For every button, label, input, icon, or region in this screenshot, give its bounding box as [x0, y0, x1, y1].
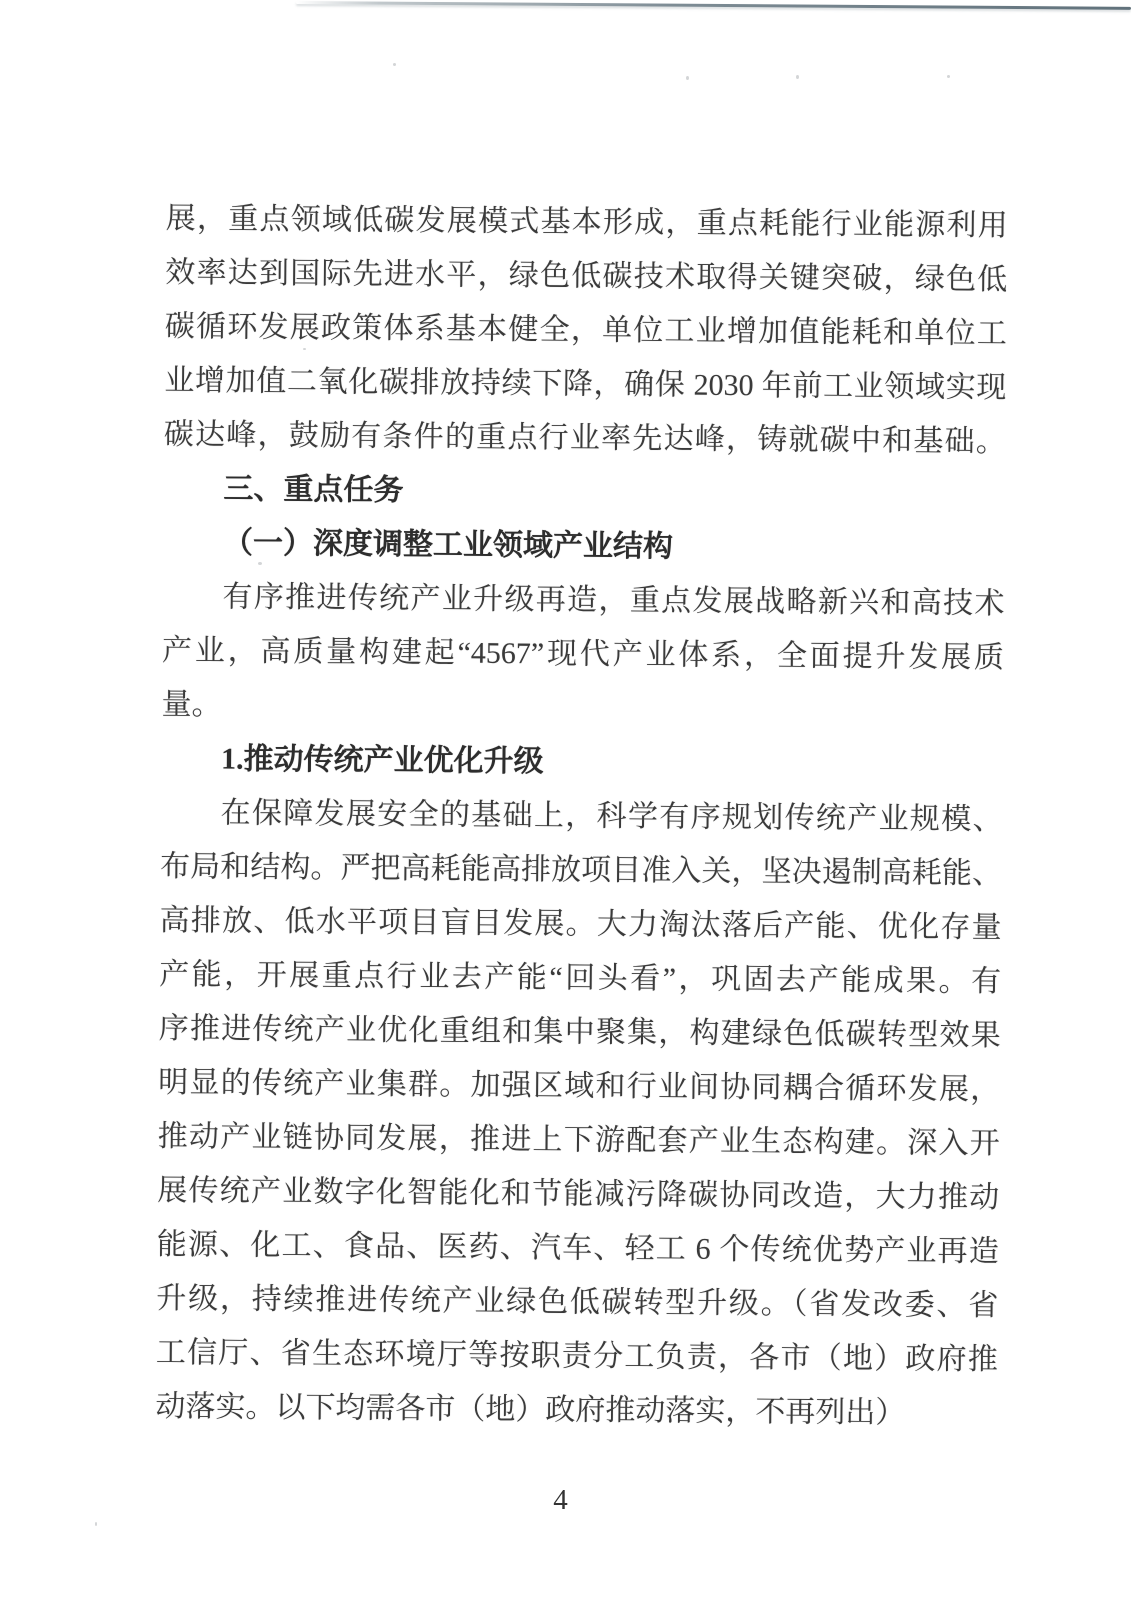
text-line: 碳循环发展政策体系基本健全，单位工业增加值能耗和单位工 [164, 309, 1007, 351]
text-line: 业增加值二氧化碳排放持续下降，确保 2030 年前工业领域实现 [164, 363, 1007, 405]
section-heading: 三、重点任务 [223, 472, 404, 508]
text-line: 在保障发展安全的基础上，科学有序规划传统产业规模、 [220, 796, 1003, 837]
text-line: 序推进传统产业优化重组和集中聚集，构建绿色低碳转型效果 [158, 1011, 1001, 1053]
text-line: 量。 [161, 687, 222, 722]
text-line: 动落实。以下均需各市（地）政府推动落实，不再列出） [155, 1389, 906, 1430]
page-number: 4 [553, 1484, 568, 1516]
text-line: 能源、化工、食品、医药、汽车、轻工 6 个传统优势产业再造 [156, 1227, 999, 1269]
text-line: 推动产业链协同发展，推进上下游配套产业生态构建。深入开 [157, 1119, 1000, 1161]
text-line: 效率达到国际先进水平，绿色低碳技术取得关键突破，绿色低 [165, 255, 1008, 297]
scan-speck [796, 75, 799, 79]
document-text [155, 192, 1008, 1441]
text-line: 碳达峰，鼓励有条件的重点行业率先达峰，铸就碳中和基础。 [163, 417, 1006, 459]
scan-edge-artifact [296, 1, 1131, 10]
text-line: 高排放、低水平项目盲目发展。大力淘汰落后产能、优化存量 [159, 903, 1002, 945]
scan-speck [947, 75, 950, 78]
scan-speck [95, 1522, 97, 1526]
text-line: 有序推进传统产业升级再造，重点发展战略新兴和高技术 [222, 580, 1005, 621]
text-line: 明显的传统产业集群。加强区域和行业间协同耦合循环发展， [158, 1065, 1001, 1107]
subsection-heading: （一）深度调整工业领域产业结构 [222, 526, 674, 564]
numbered-heading: 1.推动传统产业优化升级 [220, 742, 544, 779]
text-line: 升级，持续推进传统产业绿色低碳转型升级。（省发改委、省 [156, 1281, 999, 1323]
text-line: 工信厅、省生态环境厅等按职责分工负责，各市（地）政府推 [155, 1335, 998, 1377]
text-line: 产能，开展重点行业去产能“回头看”，巩固去产能成果。有 [159, 957, 1002, 999]
text-line: 展传统产业数字化智能化和节能减污降碳协同改造，大力推动 [157, 1173, 1000, 1215]
scan-speck [393, 63, 396, 66]
text-line: 展，重点领域低碳发展模式基本形成，重点耗能行业能源利用 [165, 201, 1008, 243]
scan-speck [686, 76, 689, 80]
text-line: 产业，高质量构建起“4567”现代产业体系，全面提升发展质 [161, 633, 1005, 675]
text-line: 布局和结构。严把高耗能高排放项目准入关，坚决遏制高耗能、 [159, 849, 1003, 891]
